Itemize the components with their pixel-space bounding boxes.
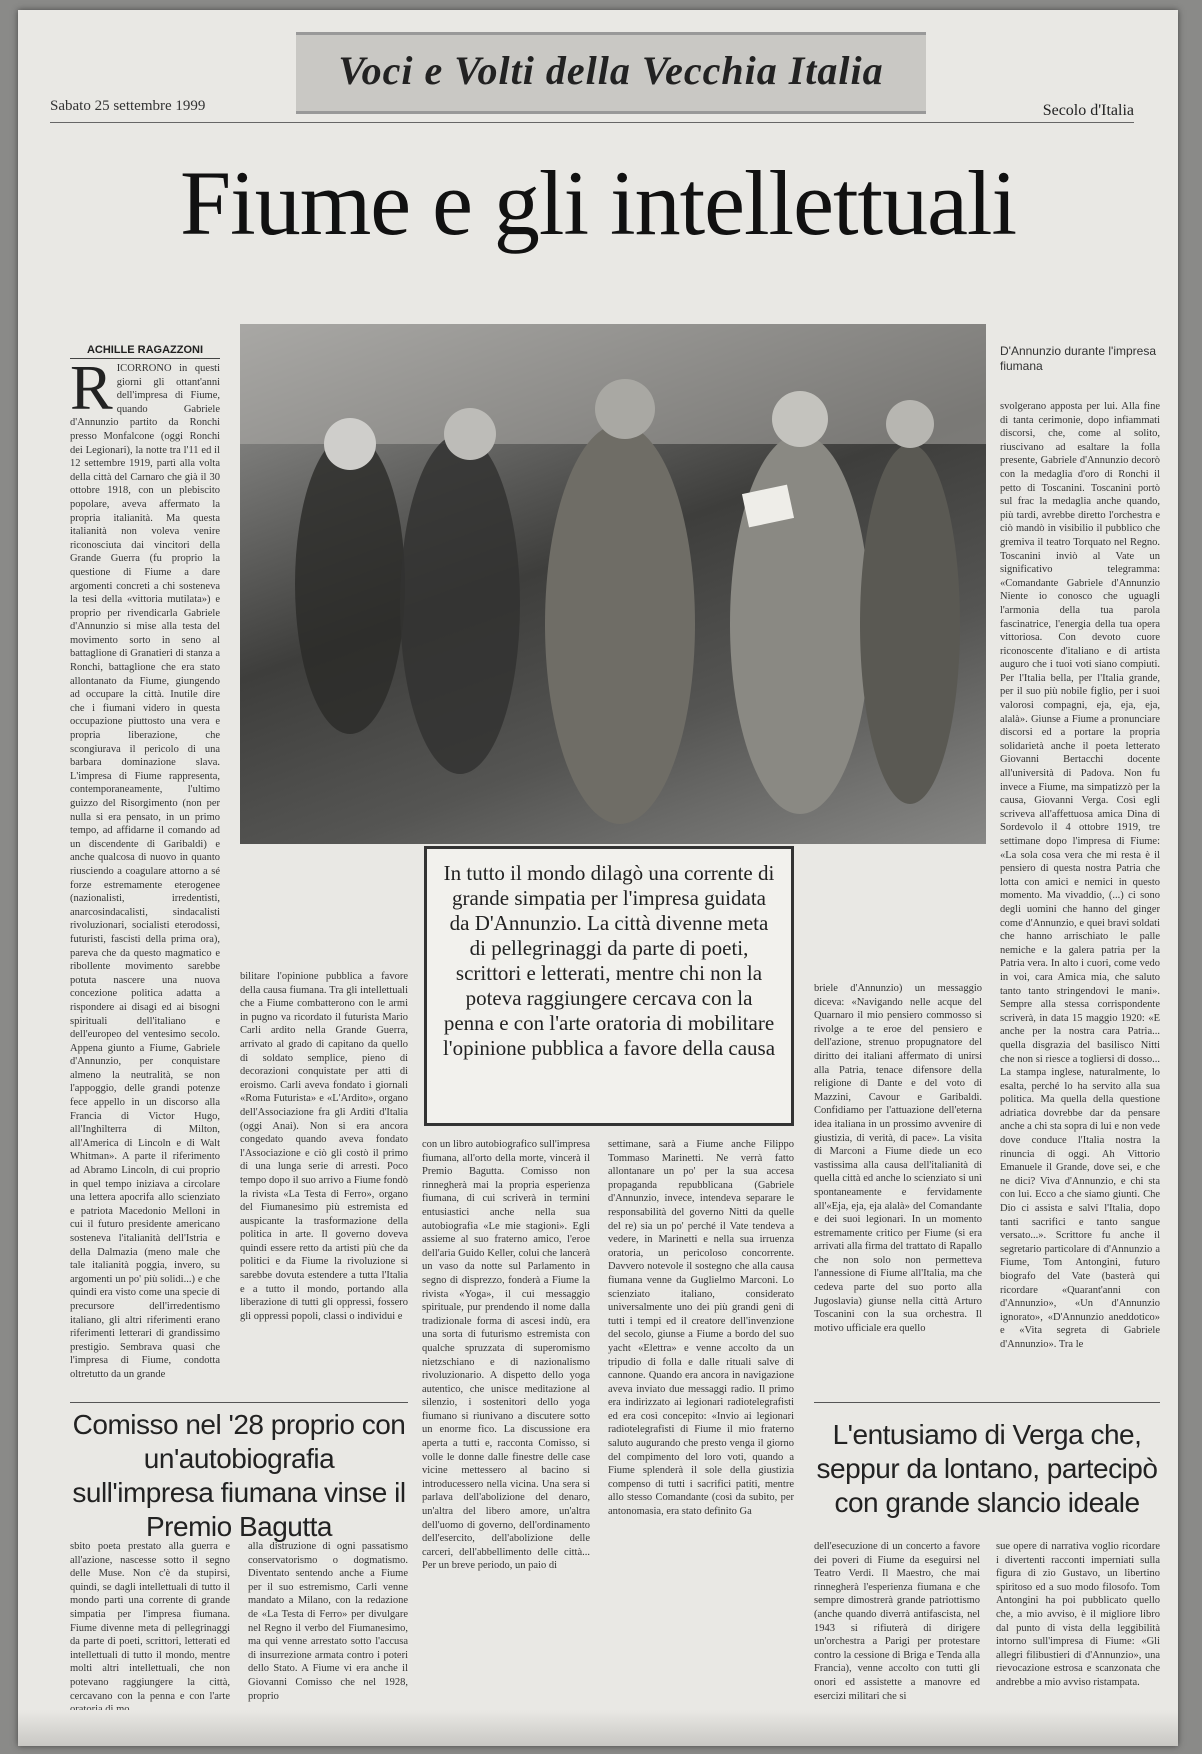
- lower-column-4-text: sue opere di narrativa voglio ricordare i divertenti racconti imperniati sulla figura di zio Gustavo, un libertino spiritoso ed a suo modo filosofo. Tom Antongini ha poi pubblicato quello che, a mio avviso, è il migliore libro dal punto di vista della leggibilità intorno sull'impresa di Fiume: «Gli allegri filibustieri di d'Annunzio», una rievocazione estrosa e scanzonata che andrebbe a mio avviso ristampata.: [996, 1541, 1160, 1688]
- lower-column-1: [70, 1540, 230, 1704]
- lower-column-4: [996, 1540, 1160, 1704]
- column-5-text: briele d'Annunzio) un messaggio diceva: «Navigando nelle acque del Quarnaro il mio pensiero commosso si rivolge a te eroe del pensiero e dell'azione, strenuo propugnatore del diritto dei italiani affermato di unirsi alla Patria, tenace difensore della religione di Dante e del voto di Mazzini, Cavour e Garibaldi. Confidiamo per l'attuazione dell'eterna idea italiana in un prossimo avvenire di giustizia, di verità, di pace». La visita di Marconi a Fiume diede un eco vastissima alla causa dell'italianità di quella città ed anche lo scienziato si unì spontaneamente e fervidamente all'«Eja, eja, eja alalà» del Comandante e dei suoi legionari. In un momento estremamente critico per Fiume (si era arrivati alla firma del trattato di Rapallo che non solo non permetteva l'annessione di Fiume all'Italia, ma che cedeva parte del suo porto alla Jugoslavia) giunse nella città Arturo Toscanini con la sua orchestra. Il motivo ufficiale era quello: [814, 983, 982, 1334]
- lower-column-2-text: alla distruzione di ogni passatismo conservatorismo o dogmatismo. Diventato sentendo anche a Fiume per il suo estremismo, Carli venne mandato a Milano, con la redazione de «La Testa di Ferro» per divulgare nel Regno il verbo del Fiumanesimo, ma qui venne arrestato sotto l'accusa di insurrezione armata contro i poteri dello Stato. A Fiume vi era anche il Giovanni Comisso che nel 1928, proprio: [248, 1541, 408, 1702]
- drop-cap: R: [70, 352, 113, 423]
- column-6-text: svolgerano apposta per lui. Alla fine di tanta cerimonie, dopo infiammati discorsi, che, come al solito, riuscivano ad esaltare la folla presente, Gabriele d'Annunzio decorò con la medaglia d'oro di Ronchi il petto di Toscanini. Toscanini portò sul frac la medaglia anche quando, più tardi, avrebbe diretto l'orchestra e ciò mandò in visibilio il pubblico che gremiva il teatro Torquato nel Regno. Toscanini inviò al Vate un significativo telegramma: «Comandante Gabriele d'Annunzio Niente io conosco che uguagli l'armonia della tua parola fascinatrice, l'energia della tua opera vittoriosa. Con devoto cuore riconoscente d'italiano e di artista auguro che i tuoi voti siano compiuti. Per l'Italia bella, per l'Italia grande, per il suo più nobile figlio, per i suoi valorosi compagni, eja, eja, eja, alalà». Giunse a Fiume a pronunciare discorsi ed a portare la propria solidarietà anche il poeta letterato Giovanni Bertacchi docente all'università di Padova. Non fu invece a Fiume, ma simpatizzò per la causa, Giovanni Verga. Così egli scriveva all'affettuosa amica Dina di Sordevolo il 4 ottobre 1919, tre settimane dopo l'impresa di Fiume: «La sola cosa vera che mi resta è il pensiero di questa nostra Patria che lotta con amici e nemici in questo momento. Ma vivaddio, (...) ci sono degli uomini che hanno del ginger come d'Annunzio, e quei bravi soldati che hanno arrischiato le palle nemiche e la galera patria per la Patria vera. In alto i cuori, come vedo in voi, cara Amica mia, che saluto tanto tanto stringendovi le mani». Sempre alla stessa corrispondente scriverà, in data 15 maggio 1920: «E anche per la nostra cara Patria... quella disgrazia del basilisco Nitti che non si riesce a togliersi di dosso... La stampa inglese, naturalmente, lo esalta, perché lo ha servito alla sua politica. Ma quella della questione adriatica dovrebbe dar da pensare anche a chi sta sopra di lui e non vede dove conduce l'Italia nostra la rinuncia di oggi. Ah Vittorio Emanuele il Grande, dove sei, e che ne dici? Viva d'Annunzio, e chi sta con lui. Ecco a che siamo giunti. Che Dio ci assista e salvi l'Italia, dopo tanti sacrifici e tanto sangue versato...». Scrittore fu anche il segretario particolare di d'Annunzio a Fiume, Tom Antongini, futuro biografo del Vate (basterà qui ricordare «Quarant'anni con d'Annunzio», «Un d'Annunzio ignorato», «D'Annunzio aneddotico» e «Vita segreta di Gabriele d'Annunzio». Tra le: [1000, 401, 1160, 1350]
- column-2-text: bilitare l'opinione pubblica a favore della causa fiumana. Tra gli intellettuali che a Fiume combatterono con le armi in pugno va ricordato il futurista Mario Carli ardito nella Grande Guerra, arrivato al grado di capitano da quello di soldato semplice, pieno di decorazioni conquistate per atti di eroismo. Carli aveva fondato i giornali «Roma Futurista» e «L'Ardito», organo dell'Associazione fra gli Arditi d'Italia (oggi Anai). Non si era ancora congedato quando aveva fondato l'Associazione e ciò gli costò il primo di una lunga serie di arresti. Poco tempo dopo il suo arrivo a Fiume fondò la rivista «La Testa di Ferro», organo del Fiumanesimo più estremista ed auspicante la trasformazione della politica in arte. Il governo doveva quindi essere retto da artisti più che da politici e da Fiume la rivoluzione si sarebbe dovuta estendere a tutta l'Italia e a tutto il mondo, portando alla liberazione di tutti gli oppressi, fossero gli oppressi popoli, classi o individui e: [240, 971, 408, 1322]
- article-column-6: [1000, 400, 1160, 1386]
- historic-photo: [240, 324, 986, 844]
- lower-column-2: [248, 1540, 408, 1704]
- subheadline-left: Comisso nel '28 proprio con un'autobiografia sull'impresa fiumana vinse il Premio Bagutta: [72, 1409, 406, 1542]
- section-masthead: [296, 32, 926, 114]
- subheadline-right: L'entusiamo di Verga che, seppur da lontano, partecipò con grande slancio ideale: [816, 1419, 1158, 1518]
- masthead-title: Voci e Volti della Vecchia Italia: [338, 48, 884, 93]
- issue-date: Sabato 25 settembre 1999: [50, 98, 206, 114]
- pull-quote: In tutto il mondo dilagò una corrente di grande simpatia per l'impresa guidata da D'Annunzio. La città divenne meta di pellegrinaggi da parte di poeti, scrittori e letterati, mentre chi non la poteva raggiungere cercava con la penna e con l'arte oratoria di mobilitare l'opinione pubblica a favore della causa: [424, 846, 794, 1126]
- article-column-1: [70, 352, 220, 1380]
- column-4-text: settimane, sarà a Fiume anche Filippo Tommaso Marinetti. Ne verrà fatto allontanare un po' per la sua accesa propaganda repubblicana (Gabriele d'Annunzio, invece, intendeva separare le responsabilità del governo Nitti da quelle del re) sia un po' perché il Vate tendeva a vedere, in Marinetti e nella sua irruenza oratoria, un pericoloso concorrente. Davvero notevole il sostegno che alla causa fiumana venne da Guglielmo Marconi. Lo scienziato italiano, considerato universalmente uno dei più grandi geni di tutti i tempi ed il creatore dell'invenzione del secolo, giunse a Fiume a bordo del suo yacht «Elettra» e venne accolto da un tripudio di folla e dalle rituali salve di cannone. Quando era ancora in navigazione aveva inviato due messaggi radio. Il primo era indirizzato ai legionari radiotelegrafisti ed era così concepito: «Invio ai legionari radiotelegrafisti di Fiume il mio fraterno saluto augurando che presto venga il giorno del compimento del loro voti, quando a Fiume splenderà il sole della giustizia compenso di tutti i sacrifici patiti, mentre allo stesso Comandante (così da subito, per antonomasia, era stato definito Ga: [608, 1139, 794, 1518]
- photo-figures-illustration: [240, 324, 986, 844]
- photo-caption: D'Annunzio durante l'impresa fiumana: [1000, 344, 1156, 373]
- newspaper-page: [18, 10, 1178, 1746]
- column-1-text: ICORRONO in questi giorni gli ottant'anni dell'impresa di Fiume, quando Gabriele d'Annunzio partito da Ronchi presso Monfalcone (oggi Ronchi dei Legionari), la notte tra l'11 ed il 12 settembre 1919, partì alla volta della città del Carnaro che già il 30 ottobre 1918, con un plebiscito popolare, aveva affermato la propria italianità. Ma questa italianità non voleva venire riconosciuta dai vincitori della Grande Guerra (fu proprio la questione di Fiume a dare argomenti concreti a chi sosteneva la tesi della «vittoria mutilata») e proprio per rivendicarla Gabriele d'Annunzio si mise alla testa del movimento sorto in seno al battaglione di Granatieri di stanza a Ronchi, battaglione che era stato allontanato da Fiume, giungendo ad occupare la città. Inutile dire che i fiumani videro in questa occupazione piuttosto una vera e propria liberazione, che scongiurava il pericolo di una barbara dominazione slava. L'impresa di Fiume rappresenta, contemporaneamente, l'ultimo guizzo del Risorgimento (non per nulla si era pensato, in un primo tempo, ad affidarne il comando ad un discendente di Garibaldi) e anche qualcosa di nuovo in quanto riusciendo a coagulare attorno a sé forze estremamente eterogenee (nazionalisti, irredentisti, anarcosindacalisti, sindacalisti rivoluzionari, socialisti eterodossi, futuristi, fascisti della prima ora), pareva che da questo magmatico e ribollente movimento sarebbe potuta nascere una nuova concezione politica adatta a rispondere ai disagi ed ai bisogni spirituali dell'italiano e dell'europeo del ventesimo secolo. Appena giunto a Fiume, Gabriele d'Annunzio, per conquistare almeno la neutralità, se non l'appoggio, delle grandi potenze fece appello in un discorso alla Francia di Victor Hugo, all'Inghilterra di Milton, all'America di Lincoln e di Walt Whitman». A parte il riferimento ad Abramo Lincoln, di cui proprio in quel tempo iniziava a circolare una lettera apocrifa allo scienziato e patriota Macedonio Melloni in cui il futuro presidente americano sosteneva l'italianità dell'Istria e della Dalmazia (meno male che tale italianità poggia, invero, su argomenti un po' più solidi...) e che quindi era visto come una specie di precursore dell'irredentismo italiano, gli altri riferimenti erano riferimenti letterari di grandissimo prestigio. Sembrava quasi che l'impresa di Fiume, condotta oltretutto da un grande: [70, 363, 220, 1380]
- article-column-4: [608, 1138, 794, 1704]
- column-3-text: con un libro autobiografico sull'impresa fiumana, all'orto della morte, vincerà il Premio Bagutta. Comisso non rinnegherà mai la propria esperienza fiumana, di cui scriverà in termini entusiastici anche nella sua autobiografia «Le mie stagioni». Egli assieme al suo fraterno amico, l'eroe dell'aria Guido Keller, colui che lancerà un vaso da notte sul Parlamento in segno di disprezzo, fonderà a Fiume la rivista «Yoga», il cui messaggio spirituale, pur prendendo il nome dalla tradizionale forma di ascesi indù, era una sorta di futurismo estremista con qualche spruzzata di superomismo nietzschiano e di nazionalismo rivoluzionario. A dispetto dello yoga autentico, che unisce meditazione al silenzio, i sostenitori dello yoga fiumano si riunivano a discutere sotto un enorme fico. La discussione era aperta a tutti e, racconta Comisso, si volle le donne dalle finestre delle case vicine mettessero al bacino si introducessero nella vicina. Una sera si parlava dell'abolizione del denaro, un'altra del libero amore, un'altra dell'uomo di governo, dell'ordinamento dell'esercito, dell'abolizione delle carceri, dell'abbellimento delle città... Per un breve periodo, un paio di: [422, 1139, 590, 1572]
- page-headline: Fiume e gli intellettuali: [179, 152, 1017, 254]
- lower-column-1-text: sbito poeta prestato alla guerra e all'azione, nascesse sotto il segno delle Muse. Non c'è da stupirsi, quindi, se dagli intellettuali di tutto il mondo partì una corrente di grande simpatia per l'impresa fiumana. Fiume divenne meta di pellegrinaggi da parte di poeti, scrittori, letterati ed intellettuali di tutto il mondo, mentre molti altri intellettuali, che non potevano raggiungere la città, cercavano con la penna e con l'arte: [70, 1541, 230, 1702]
- article-column-2: [240, 970, 408, 1394]
- right-subhead-rule: [814, 1402, 1160, 1403]
- author-byline: ACHILLE RAGAZZONI: [70, 344, 220, 359]
- newspaper-name: Secolo d'Italia: [1042, 102, 1134, 119]
- left-subhead-rule: [70, 1402, 408, 1403]
- article-column-3: [422, 1138, 590, 1700]
- lower-column-3: [814, 1540, 980, 1704]
- lower-column-3-text: dell'esecuzione di un concerto a favore dei poveri di Fiume da eseguirsi nel Teatro Verdi. Il Maestro, che mai rinnegherà l'esperienza fiumana e che sempre dimostrerà grande patriottismo (anche quando diverrà antifascista, nel 1943 si rifiuterà di dirigere un'orchestra a Parigi per protestare contro la cessione di Briga e Tenda alla Francia), venne accolto con tutti gli onori ed assistette a manovre ed esercizi militari che si: [814, 1541, 980, 1702]
- page-bottom-shadow: [18, 1710, 1178, 1746]
- article-column-5: [814, 982, 982, 1386]
- header-rule: [50, 122, 1134, 123]
